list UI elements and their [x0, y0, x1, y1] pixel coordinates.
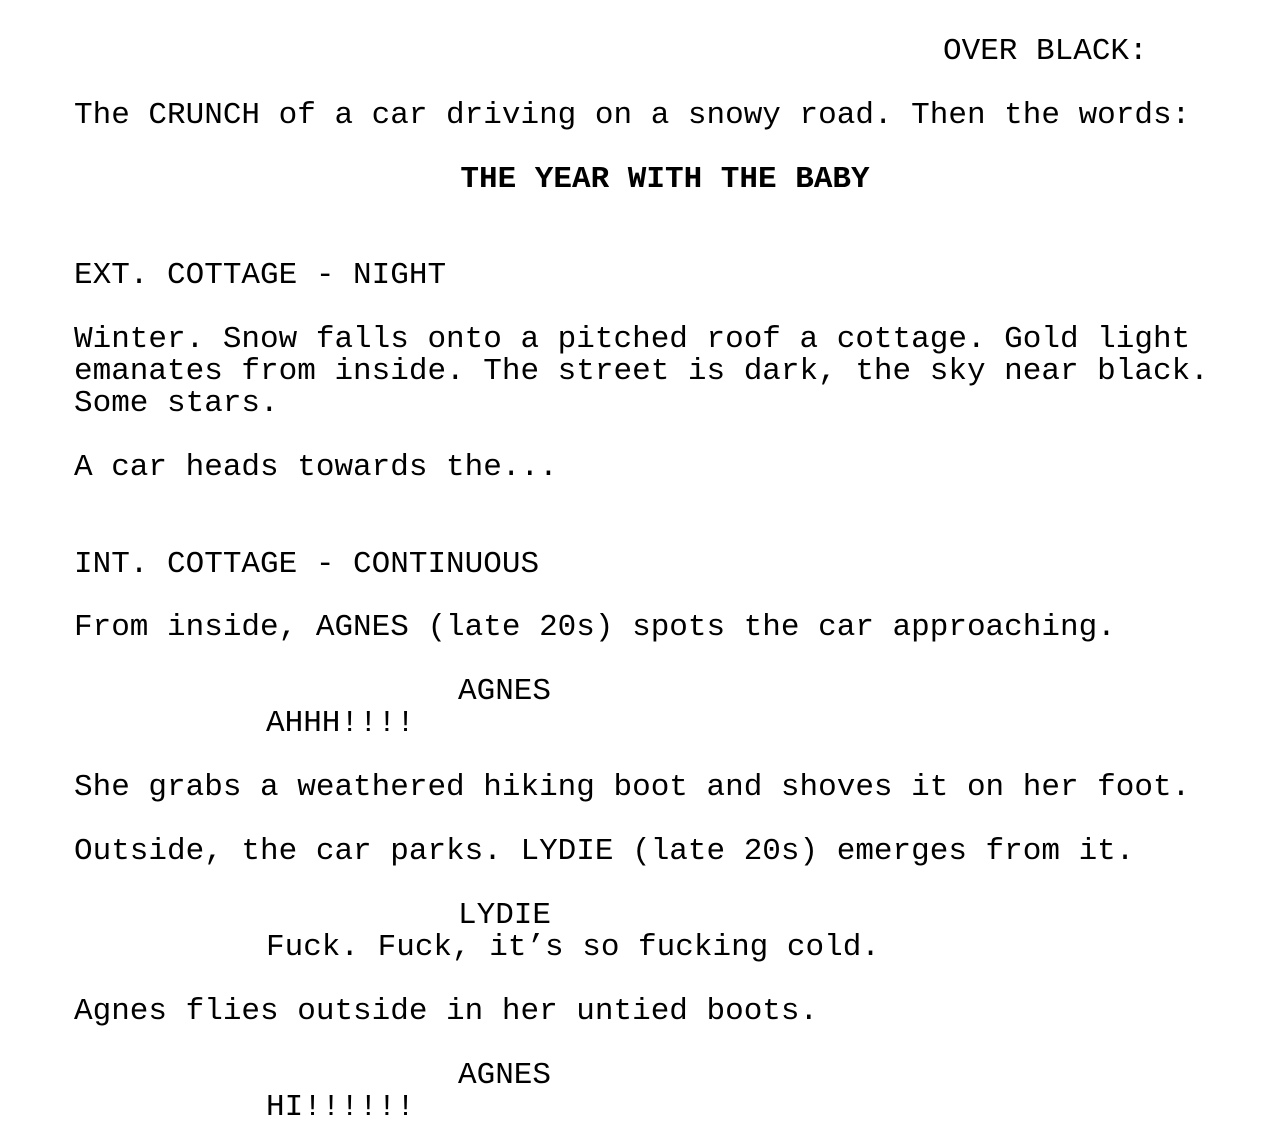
action-line: Winter. Snow falls onto a pitched roof a cottage. Gold light — [74, 322, 1191, 357]
dialogue-line: Fuck. Fuck, it’s so fucking cold. — [266, 930, 880, 965]
action-line: Agnes flies outside in her untied boots. — [74, 994, 819, 1029]
character-name: AGNES — [458, 1058, 552, 1093]
character-name: AGNES — [458, 674, 552, 709]
character-name: LYDIE — [458, 898, 552, 933]
scene-heading-ext-cottage: EXT. COTTAGE - NIGHT — [74, 258, 447, 293]
dialogue-line: HI!!!!!! — [266, 1090, 415, 1125]
screenplay-title: THE YEAR WITH THE BABY — [460, 162, 870, 197]
transition: OVER BLACK: — [943, 34, 1148, 69]
dialogue-line: AHHH!!!! — [266, 706, 415, 741]
action-line: She grabs a weathered hiking boot and shoves it on her foot. — [74, 770, 1191, 805]
opening-action: The CRUNCH of a car driving on a snowy road. Then the words: — [74, 98, 1191, 133]
action-line: From inside, AGNES (late 20s) spots the car approaching. — [74, 610, 1116, 645]
action-line: Some stars. — [74, 386, 279, 421]
action-line: A car heads towards the... — [74, 450, 558, 485]
action-line: Outside, the car parks. LYDIE (late 20s) emerges from it. — [74, 834, 1135, 869]
action-line: emanates from inside. The street is dark, the sky near black. — [74, 354, 1209, 389]
scene-heading-int-cottage: INT. COTTAGE - CONTINUOUS — [74, 547, 540, 582]
